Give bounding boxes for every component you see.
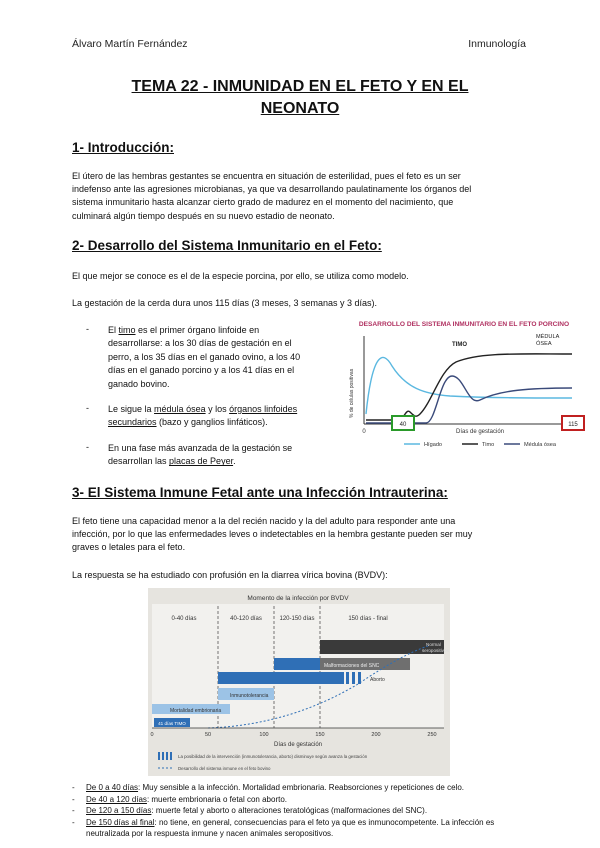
bvdv-top-title: Momento de la infección por BVDV [247, 595, 349, 602]
text-span: El [108, 325, 119, 335]
bvdv-legend-1: La posibilidad de la intervención (inmunotolerancia, aborto) disminuye según avanza la gestación [178, 754, 368, 759]
section-2-heading: 2- Desarrollo del Sistema Inmunitario en el Feto: [72, 238, 382, 253]
text-line: perro, a los 35 días en el ganado ovino, a los 40 [108, 351, 301, 362]
bar-stripe [346, 672, 349, 684]
bvdv-infection-chart [148, 588, 450, 776]
box-115-label: 115 [568, 422, 578, 428]
list-dash: - [72, 783, 75, 792]
text-span: y los [205, 404, 230, 414]
x-tick-250: 250 [427, 732, 437, 738]
list-item [72, 817, 542, 829]
section-3-p2: La respuesta se ha estudiado con profusión en la diarrea vírica bovina (BVDV): [72, 570, 388, 580]
bar-malformaciones-label: Malformaciones del SNC [324, 663, 380, 669]
list-item-term: De 120 a 150 días [86, 806, 152, 815]
period-1: 0-40 días [171, 616, 197, 622]
organos-term: órganos linfoides [229, 404, 298, 414]
porcine-development-chart [340, 316, 588, 452]
legend-stripe [170, 752, 172, 760]
period-4: 150 días - final [348, 616, 388, 622]
list-dash: - [72, 794, 75, 804]
x-tick-0: 0 [150, 732, 154, 738]
x-tick-50: 50 [204, 732, 212, 738]
list-item-text: : no tiene, en general, consecuencias para el feto ya que es inmunocompetente. La infección es [154, 817, 495, 827]
text-line: El feto tiene una capacidad menor a la del recién nacido y la del adulto para responder ante una [72, 516, 456, 526]
list-item-text: : Muy sensible a la infección. Mortalidad embrionaria. Reabsorciones y repeticiones de celo. [138, 783, 464, 792]
text-line: graves o letales para el feto. [72, 542, 186, 553]
bullet-dash: - [86, 442, 89, 452]
list-item-text: neutralizada por la respuesta inmune y nacen animales seropositivos. [86, 829, 334, 838]
legend-timo: Timo [482, 442, 495, 448]
list-item [72, 782, 542, 794]
x-tick-0: 0 [362, 429, 366, 435]
list-item-term: De 40 a 120 días [86, 794, 147, 804]
title-line-2: NEONATO [260, 100, 340, 117]
text-line: sistema inmunitario hasta alcanzar cierto grado de madurez en el momento del nacimiento, que [72, 197, 454, 208]
bar-aborto-label: Aborto [370, 677, 385, 683]
bullet-medula-text [108, 403, 336, 430]
legend-stripe [166, 752, 168, 760]
bullet-timo-text [108, 324, 336, 391]
text-line: culminará algún tiempo después en su nuevo estadio de neonato. [72, 210, 335, 221]
text-span: Le sigue la [108, 404, 155, 414]
secundarios-term: secundarios [108, 417, 157, 428]
list-item [72, 805, 542, 817]
legend-stripe [162, 752, 164, 760]
list-item-term: De 150 días al final [86, 817, 155, 827]
text-line: ganado bovino. [108, 378, 170, 389]
text-line: infección, por lo que las enfermedades leves o indetectables en la hembra gestante pueden ser muy [72, 529, 473, 540]
list-item-term: De 0 a 40 días [86, 783, 139, 792]
text-line: días en el ganado porcino y a los 41 días en el [108, 365, 295, 376]
list-item-text: : muerte embrionaria o fetal con aborto. [146, 794, 288, 804]
period-3: 120-150 días [279, 616, 315, 622]
stage-list [72, 782, 542, 840]
x-tick-200: 200 [371, 732, 381, 738]
higado-curve [366, 357, 572, 414]
chart-title: DESARROLLO DEL SISTEMA INMUNITARIO EN EL FETO PORCINO [358, 321, 570, 328]
text-span: . [233, 456, 236, 467]
timo-tag-label: 41 días TIMO [158, 721, 186, 726]
bar-stripe [352, 672, 355, 684]
medula-label-2: ÓSEA [536, 341, 552, 347]
legend-higado: Hígado [424, 442, 443, 448]
timo-label: TIMO [452, 342, 467, 348]
text-line: En una fase más avanzada de la gestación se [108, 443, 293, 453]
header-subject: Inmunología [468, 38, 526, 50]
section-2-p2: La gestación de la cerda dura unos 115 días (3 meses, 3 semanas y 3 días). [72, 298, 378, 308]
bar-malformaciones-left [274, 658, 320, 670]
medula-term: médula ósea [154, 404, 206, 414]
bar-normal-label-2: seropositivos [422, 648, 449, 653]
text-span: desarrollan las [108, 456, 170, 467]
list-dash: - [72, 817, 75, 827]
chart-x-label: Días de gestación [455, 429, 505, 435]
bar-mortalidad-label: Mortalidad embrionaria [170, 708, 222, 714]
list-dash: - [72, 806, 75, 815]
list-item [72, 794, 542, 806]
list-item-text: : muerte fetal y aborto o alteraciones teratológicas (malformaciones del SNC). [151, 806, 428, 815]
bar-normal-label: Normal [426, 642, 441, 647]
bar-aborto [218, 672, 344, 684]
x-tick-150: 150 [315, 732, 325, 738]
x-tick-100: 100 [259, 732, 269, 738]
timo-term: timo [118, 325, 136, 335]
bullet-dash: - [86, 403, 89, 413]
section-1-text [72, 170, 527, 223]
text-line: desarrollarse: a los 30 días de gestación en el [108, 338, 292, 349]
bar-inmunotolerancia-label: Inmunotolerancia [230, 693, 269, 699]
legend-medula: Médula ósea [524, 442, 557, 448]
text-span: (bazo y ganglios linfáticos). [156, 417, 268, 428]
text-line: El útero de las hembras gestantes se encuentra en situación de esterilidad, pues el feto es un ser [72, 171, 461, 181]
bvdv-legend-2: Desarrollo del sistema inmune en el feto bovino [178, 766, 271, 771]
legend-stripe [158, 752, 160, 760]
box-40-label: 40 [399, 422, 407, 428]
text-span: es el primer órgano linfoide en [135, 325, 260, 335]
bullet-dash: - [86, 324, 89, 334]
period-2: 40-120 días [230, 616, 262, 622]
chart-y-label: % de células positivas [349, 368, 355, 418]
list-item-continuation [72, 828, 542, 840]
page-title [60, 76, 540, 120]
section-3-heading: 3- El Sistema Inmune Fetal ante una Infección Intrauterina: [72, 485, 448, 500]
bvdv-x-label: Días de gestación [273, 742, 323, 748]
header-author: Álvaro Martín Fernández [72, 38, 188, 50]
peyer-term: placas de Peyer [169, 456, 234, 467]
section-3-p1 [72, 515, 527, 555]
section-2-p1: El que mejor se conoce es el de la especie porcina, por ello, se utiliza como modelo. [72, 271, 409, 281]
title-line-1: TEMA 22 - INMUNIDAD EN EL FETO Y EN EL [131, 78, 469, 95]
medula-label-1: MÉDULA [536, 334, 560, 340]
timo-curve [366, 354, 572, 420]
text-line: indefenso ante las agresiones microbianas, ya que va desarrollando paulatinamente los órganos del [72, 184, 472, 195]
section-1-heading: 1- Introducción: [72, 140, 174, 155]
bullet-peyer-text [108, 442, 336, 469]
